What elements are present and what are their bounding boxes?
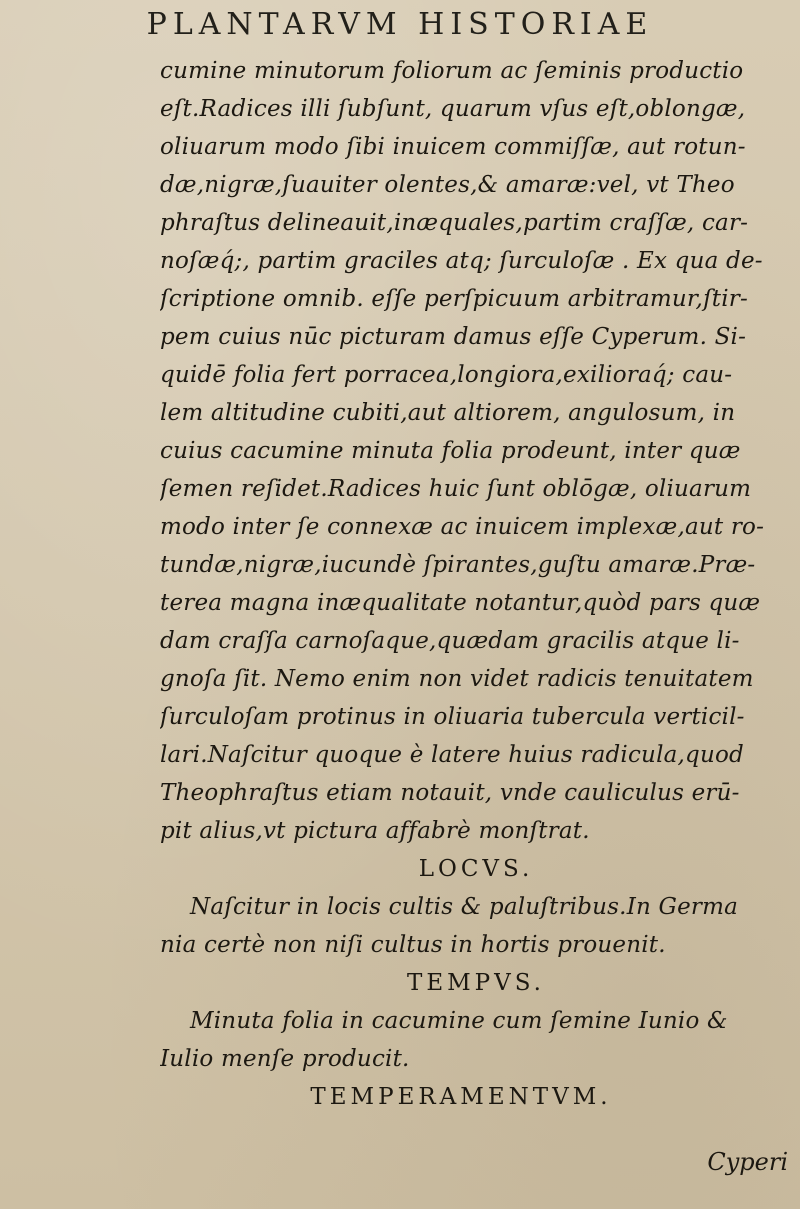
catchword: Cyperi [707,1148,788,1176]
text-line: cumine minutorum foliorum ac ſeminis productio [160,58,744,84]
text-line: terea magna inæqualitate notantur,quòd pars quæ [160,590,761,616]
text-line: ſurculoſam protinus in oliuaria tubercula verticil- [160,704,745,730]
text-line: Theophraſtus etiam notauit, vnde cauliculus erū- [160,780,740,806]
text-line: ſemen reſidet.Radices huic ſunt oblōgæ, oliuarum [160,476,752,502]
text-line: pem cuius nūc picturam damus eſſe Cyperum. Si- [160,324,747,350]
text-line: TEMPERAMENTVM. [310,1084,612,1110]
text-line: Naſcitur in locis cultis & paluſtribus.In Germa [190,894,739,920]
text-line: noſæq́;, partim graciles atq; ſurculoſæ . Ex qua de- [160,248,763,274]
text-line: tundæ,nigræ,iucundè ſpirantes,guſtu amaræ.Præ- [160,552,756,578]
text-line: Minuta folia in cacumine cum ſemine Iunio & [190,1008,728,1034]
body-text [160,52,792,1116]
text-line: oliuarum modo ſibi inuicem commiſſæ, aut rotun- [160,134,746,160]
text-line: gnoſa ſit. Nemo enim non videt radicis tenuitatem [160,666,754,692]
text-line: nia certè non niſi cultus in hortis prouenit. [160,932,666,958]
text-line: dam craſſa carnoſaque,quædam gracilis atque li- [160,628,740,654]
text-line: dæ,nigræ,ſuauiter olentes,& amaræ:vel, vt Theo [160,172,735,198]
text-line: ſcriptione omnib. eſſe perſpicuum arbitramur,ſtir- [160,286,748,312]
text-line: lari.Naſcitur quoque è latere huius radicula,quod [160,742,744,768]
text-line: quidē folia fert porracea,longiora,exilioraq́; cau- [160,362,733,388]
text-line: LOCVS. [418,856,534,882]
running-header: PLANTARVM HISTORIAE [146,7,654,42]
text-line: modo inter ſe connexæ ac inuicem implexæ,aut ro- [160,514,765,540]
text-line: eſt.Radices illi ſubſunt, quarum vſus eſt,oblongæ, [160,96,746,122]
text-line: lem altitudine cubiti,aut altiorem, angulosum, in [160,400,736,426]
text-line: cuius cacumine minuta folia prodeunt, inter quæ [160,438,741,464]
text-line: phraſtus delineauit,inæquales,partim craſſæ, car- [160,210,749,236]
text-line: Iulio menſe producit. [160,1046,410,1072]
text-line: pit alius,vt pictura affabrè monſtrat. [160,818,590,844]
text-line: TEMPVS. [406,970,545,996]
